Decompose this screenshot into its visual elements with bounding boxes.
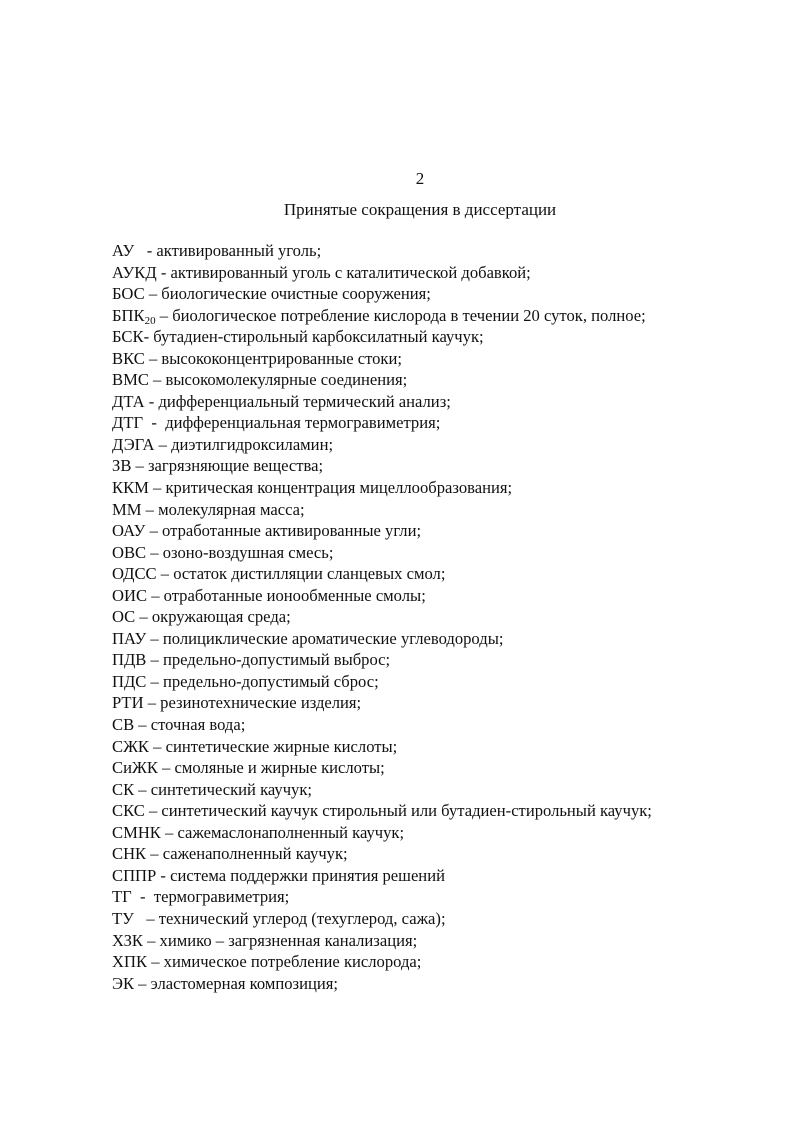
abbreviation-definition: высокомолекулярные соединения; [165, 370, 408, 390]
abbreviation-term: ПДВ [112, 650, 147, 670]
abbreviation-definition: высококонцентрированные стоки; [161, 348, 402, 368]
abbreviation-term: БСК [112, 327, 144, 347]
abbreviation-separator: – [134, 779, 151, 799]
abbreviation-separator: – [145, 521, 163, 541]
abbreviation-item [112, 585, 782, 607]
abbreviation-term: СНК [112, 844, 147, 864]
abbreviation-definition: синтетические жирные кислоты; [165, 736, 398, 756]
abbreviation-separator: – [144, 284, 162, 304]
abbreviation-item [112, 542, 782, 564]
abbreviation-separator: – [157, 758, 175, 778]
abbreviation-definition: дифференциальный термический анализ; [158, 391, 451, 411]
abbreviation-separator: – [149, 736, 166, 756]
abbreviation-term: РТИ [112, 693, 144, 713]
abbreviation-definition: синтетический каучук стирольный или бутадиен-стирольный каучук; [161, 801, 652, 821]
abbreviation-term: ВМС [112, 370, 149, 390]
abbreviation-definition: сточная вода; [150, 715, 246, 735]
abbreviation-term: ОВС [112, 542, 147, 562]
abbreviation-term: ХЗК [112, 930, 143, 950]
abbreviation-term: СиЖК [112, 758, 158, 778]
abbreviation-term: ЭК [112, 973, 135, 993]
abbreviation-separator: – [143, 693, 161, 713]
abbreviation-item [112, 434, 782, 456]
abbreviation-item [112, 283, 782, 305]
abbreviation-definition: синтетический каучук; [150, 779, 313, 799]
abbreviation-separator: – [146, 628, 163, 648]
abbreviation-item [112, 908, 782, 930]
abbreviation-term: СКС [112, 801, 145, 821]
abbreviation-item [112, 714, 782, 736]
abbreviation-item [112, 886, 782, 908]
abbreviation-definition: саженаполненный каучук; [162, 844, 348, 864]
abbreviation-definition: биологические очистные сооружения; [161, 284, 431, 304]
abbreviation-term: ДТГ [112, 413, 144, 433]
abbreviation-definition: активированный уголь; [156, 241, 322, 260]
abbreviation-item [112, 800, 782, 822]
abbreviation-definition: термогравиметрия; [153, 887, 290, 907]
abbreviation-item [112, 606, 782, 628]
abbreviation-item [112, 520, 782, 542]
abbreviation-definition: эластомерная композиция; [150, 973, 338, 993]
abbreviation-term: ОДСС [112, 564, 157, 584]
abbreviation-item [112, 262, 782, 284]
abbreviation-item [112, 692, 782, 714]
abbreviation-definition: загрязняющие вещества; [147, 456, 324, 476]
abbreviation-item [112, 628, 782, 650]
abbreviation-separator: – [160, 822, 178, 842]
abbreviation-term: ММ [112, 499, 142, 519]
abbreviation-separator: – [134, 715, 151, 735]
abbreviation-definition: биологическое потребление кислорода в течении 20 суток, полное; [172, 305, 646, 325]
abbreviation-definition: окружающая среда; [151, 607, 291, 627]
abbreviation-separator: - [156, 865, 171, 885]
abbreviation-separator: – [154, 434, 172, 454]
abbreviation-term: СК [112, 779, 135, 799]
abbreviation-definition: диэтилгидроксиламин; [171, 434, 334, 454]
abbreviation-term: ОАУ [112, 521, 146, 541]
abbreviation-separator: – [133, 908, 159, 928]
abbreviation-item [112, 326, 782, 348]
abbreviation-definition: бутадиен-стирольный карбоксилатный каучук; [153, 327, 484, 347]
abbreviation-item [112, 369, 782, 391]
abbreviation-item [112, 779, 782, 801]
abbreviation-separator: – [144, 348, 162, 368]
abbreviation-separator: – [146, 650, 163, 670]
abbreviation-item [112, 477, 782, 499]
abbreviation-definition: критическая концентрация мицеллообразования; [165, 478, 513, 498]
abbreviation-item [112, 240, 782, 262]
abbreviation-item [112, 305, 782, 327]
abbreviation-definition: смоляные и жирные кислоты; [174, 758, 385, 778]
abbreviation-item [112, 499, 782, 521]
abbreviation-item [112, 649, 782, 671]
abbreviation-separator: – [148, 370, 166, 390]
abbreviation-item [112, 865, 782, 887]
abbreviation-term: ХПК [112, 952, 148, 972]
abbreviation-separator: – [146, 844, 163, 864]
abbreviation-definition: резинотехнические изделия; [160, 693, 362, 713]
abbreviation-definition: система поддержки принятия решений [170, 865, 445, 885]
abbreviation-subscript: 20 [144, 314, 156, 327]
abbreviation-term: ККМ [112, 478, 149, 498]
abbreviation-separator: - [131, 887, 154, 907]
abbreviation-item [112, 843, 782, 865]
abbreviation-item [112, 736, 782, 758]
abbreviation-separator: – [156, 564, 174, 584]
abbreviation-definition: отработанные активированные угли; [162, 521, 422, 541]
abbreviation-separator: – [148, 478, 166, 498]
abbreviation-definition: предельно-допустимый выброс; [162, 650, 391, 670]
abbreviation-term: СВ [112, 715, 135, 735]
abbreviation-term: ДТА [112, 391, 145, 411]
abbreviation-separator: – [142, 930, 160, 950]
abbreviation-item [112, 412, 782, 434]
abbreviation-term: ТГ [112, 887, 132, 907]
abbreviation-term: ЗВ [112, 456, 132, 476]
page-number: 2 [415, 169, 425, 188]
abbreviation-item [112, 563, 782, 585]
abbreviation-item [112, 822, 782, 844]
abbreviation-separator: – [141, 499, 159, 519]
abbreviation-item [112, 391, 782, 413]
abbreviation-term: СППР [112, 865, 157, 885]
abbreviation-definition: активированный уголь с каталитической добавкой; [170, 262, 531, 282]
abbreviation-definition: молекулярная масса; [158, 499, 305, 519]
abbreviation-term: ОИС [112, 585, 148, 605]
abbreviation-term: ВКС [112, 348, 145, 368]
abbreviation-item [112, 951, 782, 973]
abbreviation-separator: - [156, 262, 171, 282]
abbreviation-term: ОС [112, 607, 136, 627]
abbreviation-item [112, 930, 782, 952]
abbreviation-definition: химическое потребление кислорода; [163, 952, 422, 972]
abbreviation-term: АУ [112, 241, 135, 260]
abbreviation-term: БПК [112, 305, 145, 325]
abbreviation-separator: – [131, 456, 148, 476]
abbreviation-definition: остаток дистилляции сланцевых смол; [173, 564, 446, 584]
abbreviation-item [112, 348, 782, 370]
page-title: Принятые сокращения в диссертации [283, 200, 557, 219]
abbreviation-separator: – [146, 542, 163, 562]
abbreviation-definition: сажемаслонаполненный каучук; [177, 822, 405, 842]
abbreviation-separator: - [143, 413, 166, 433]
abbreviation-separator: – [155, 305, 173, 325]
abbreviation-item [112, 455, 782, 477]
abbreviation-definition: технический углерод (техуглерод, сажа); [158, 908, 446, 928]
abbreviation-separator: – [147, 585, 164, 605]
abbreviation-term: ПДС [112, 671, 147, 691]
abbreviation-item [112, 757, 782, 779]
abbreviation-separator: - [144, 391, 159, 411]
abbreviation-term: БОС [112, 284, 145, 304]
abbreviation-separator: – [134, 973, 151, 993]
abbreviation-item [112, 671, 782, 693]
abbreviation-separator: – [135, 607, 152, 627]
abbreviation-term: ТУ [112, 908, 134, 928]
abbreviation-definition: дифференциальная термогравиметрия; [165, 413, 441, 433]
abbreviation-definition: предельно-допустимый сброс; [162, 671, 379, 691]
abbreviation-term: ПАУ [112, 628, 147, 648]
abbreviation-definition: полициклические ароматические углеводороды; [162, 628, 504, 648]
abbreviation-term: СЖК [112, 736, 150, 756]
abbreviation-separator: – [146, 671, 163, 691]
abbreviation-definition: озоно-воздушная смесь; [162, 542, 334, 562]
abbreviation-separator: - [143, 327, 154, 347]
abbreviation-separator: – [144, 801, 162, 821]
abbreviation-definition: отработанные ионообменные смолы; [163, 585, 426, 605]
abbreviation-item [112, 973, 782, 995]
abbreviation-separator: - [134, 241, 157, 260]
abbreviation-list [112, 240, 782, 994]
abbreviation-term: ДЭГА [112, 434, 155, 454]
abbreviation-term: АУКД [112, 262, 157, 282]
abbreviation-separator: – [147, 952, 164, 972]
abbreviation-term: СМНК [112, 822, 161, 842]
abbreviation-definition: химико – загрязненная канализация; [159, 930, 418, 950]
